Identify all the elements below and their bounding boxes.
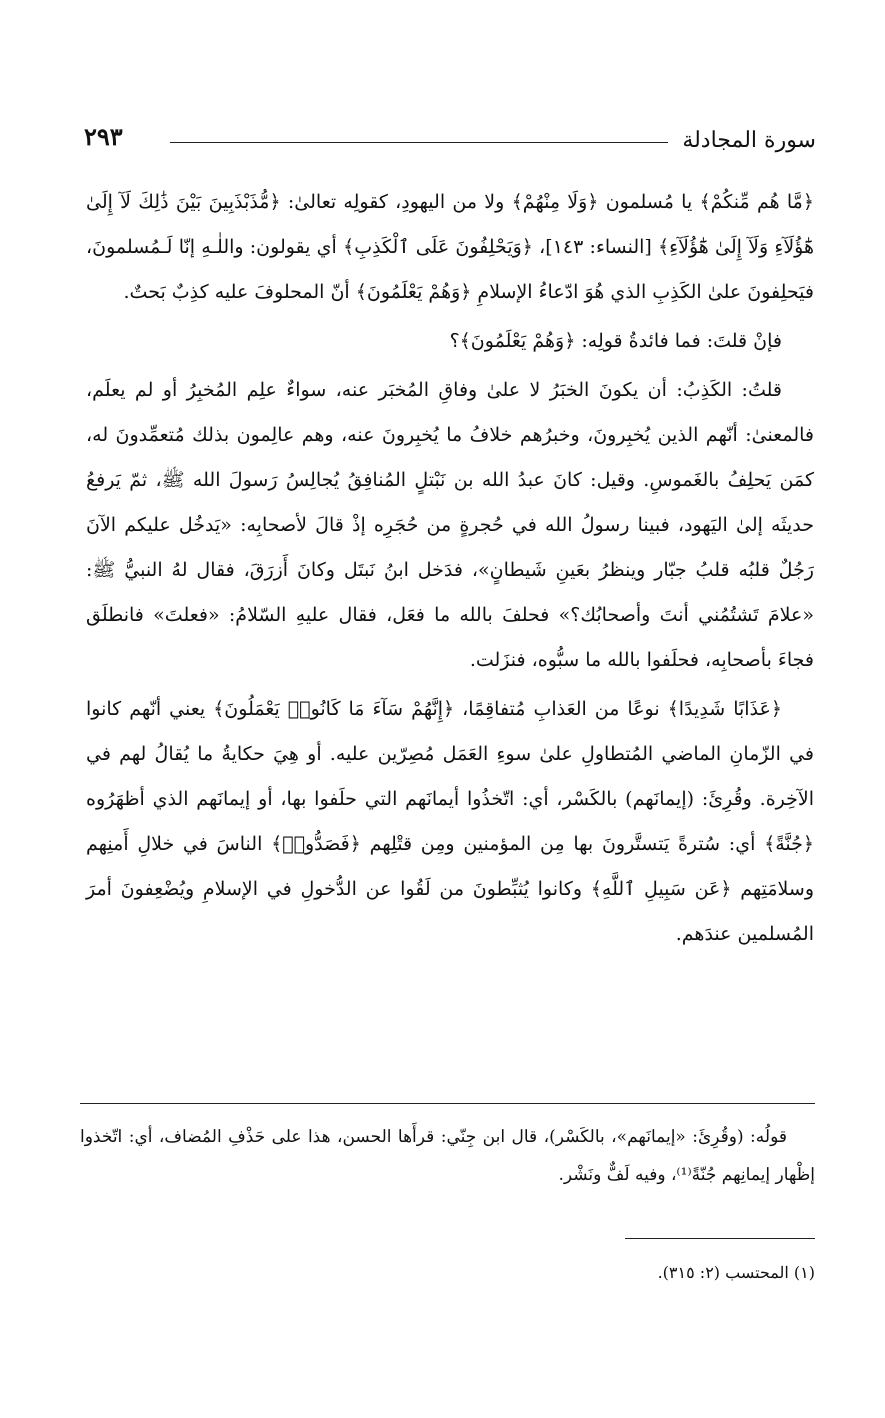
- header-divider: [170, 142, 668, 143]
- page-header: [84, 122, 816, 162]
- paragraph-2: فإنْ قلتَ: فما فائدةُ قولِه: ﴿وَهُمْ يَعْلَمُونَ﴾؟: [449, 330, 782, 352]
- paragraph-3: قلتُ: الكَذِبُ: أن يكونَ الخبَرُ لا علىٰ وفاقِ المُخبَر عنه، سواءٌ علِم المُخبِرُ أو لم يعلَم، فالمعنىٰ: أنّهم الذين يُخبِرونَ، وخبرُهم خلافُ ما يُخبِرونَ عنه، وهم عالِمون بذلك مُتعمِّدونَ له، كمَن يَحلِفُ بالغَموسِ. وقيل: كانَ عبدُ الله بن نَبْتلٍ المُنافِقُ يُجالِسُ رَسولَ الله ﷺ، ثمّ يَرفعُ حديثَه إلىٰ اليَهود، فبينا رسولُ الله في حُجرةٍ من حُجَرِه إذْ قالَ لأصحابِه: «يَدخُل عليكم الآنَ رَجُلٌ قلبُه قلبُ جبّار وينظرُ بعَينِ شَيطانٍ»، فدَخل ابنُ نَبتَل وكانَ أَزرَقَ، فقال لهُ النبيُّ ﷺ: «علامَ تَشتُمُني أنتَ وأصحابُك؟» فحلفَ بالله ما فعَل، فقال عليهِ السّلامُ: «فعلتَ» فانطلَق فجاءَ بأصحابِه، فحلَفوا بالله ما سبُّوه، فنزَلت.: [86, 379, 814, 671]
- footnote-divider: [625, 1238, 815, 1239]
- main-text: [86, 180, 814, 961]
- commentary-divider: [80, 1103, 815, 1104]
- footnote-reference: (١) المحتسب (٢: ٣١٥).: [657, 1263, 815, 1282]
- surah-title: سورة المجادلة: [682, 128, 816, 153]
- paragraph-4: ﴿عَذَابًا شَدِيدًا﴾ نوعًا من العَذابِ مُتفاقِمًا، ﴿إِنَّهُمْ سَآءَ مَا كَانُوا۟ يَعْمَلُونَ﴾ يعني أنّهم كانوا في الزّمانِ الماضي المُتطاولِ علىٰ سوءِ العَمَل مُصِرّين عليه. أو هِيَ حكايةُ ما يُقالُ لهم في الآخِرة. وقُرِئَ: (إيمانَهم) بالكَسْر، أي: اتّخذُوا أيمانَهم التي حلَفوا بها، أو إيمانَهم الذي أظهَرُوه ﴿جُنَّةً﴾ أي: سُترةً يَتستَّرونَ بها مِن المؤمنين ومِن قتْلِهم ﴿فَصَدُّوا۟﴾ الناسَ في خلالِ أَمنِهم وسلامَتِهم ﴿عَن سَبِيلِ ٱللَّهِ﴾ وكانوا يُثبِّطونَ من لَقُوا عن الدُّخولِ في الإسلامِ ويُضْعِفونَ أمرَ المُسلمين عندَهم.: [86, 698, 814, 945]
- commentary-text: قولُه: (وقُرِئَ: «إيمانَهم»، بالكَسْر)، قال ابن جِنّي: قرأَها الحسن، هذا على حَذْفِ المُضاف، أي: اتّخذوا إظْهار إيمانِهم جُنّةً⁽¹⁾، وفيه لَفٌّ ونَشْر.: [80, 1127, 815, 1185]
- page-number: ٢٩٣: [84, 122, 123, 151]
- paragraph-1: ﴿مَّا هُم مِّنكُمْ﴾ يا مُسلمون ﴿وَلَا مِنْهُمْ﴾ ولا من اليهودِ، كقولِه تعالىٰ: ﴿مُّذَبْذَبِينَ بَيْنَ ذَٰلِكَ لَآ إِلَىٰ هَٰٓؤُلَآءِ وَلَآ إِلَىٰ هَٰٓؤُلَآءِ﴾ [النساء: ١٤٣]، ﴿وَيَحْلِفُونَ عَلَى ٱلْكَذِبِ﴾ أي يقولون: واللٰـهِ إنّا لَـمُسلمونَ، فيَحلِفونَ علىٰ الكَذِبِ الذي هُوَ ادّعاءُ الإسلامِ ﴿وَهُمْ يَعْلَمُونَ﴾ أنّ المحلوفَ عليه كذِبٌ بَحتٌ.: [86, 191, 814, 303]
